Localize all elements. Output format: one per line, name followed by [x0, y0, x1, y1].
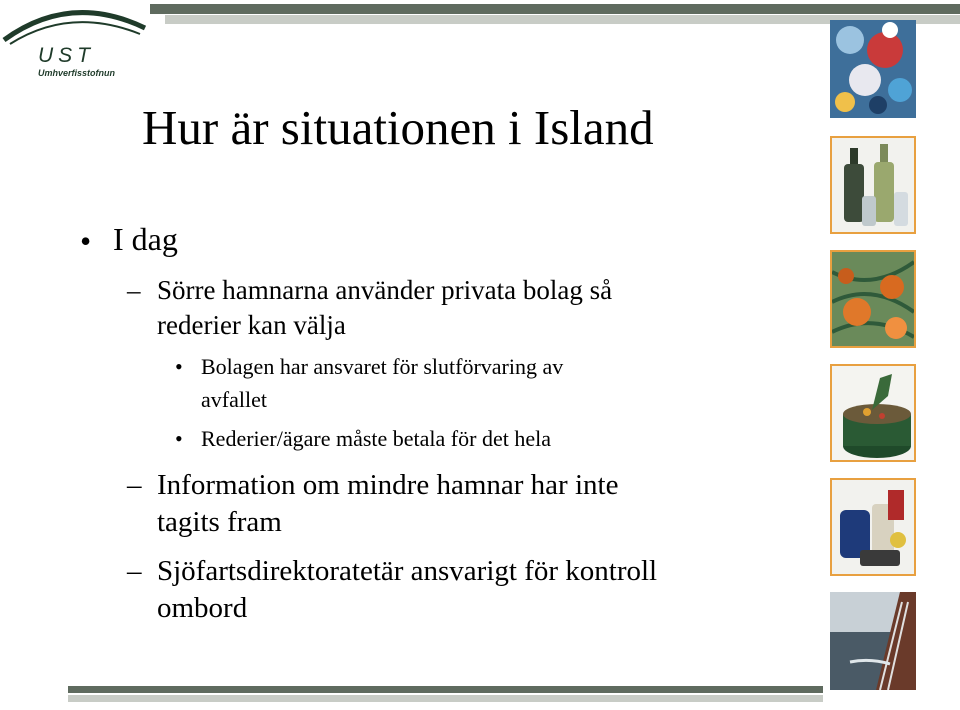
slide-title: Hur är situationen i Island — [142, 100, 654, 155]
bullet-marker: • — [80, 223, 92, 259]
ust-logo — [0, 0, 150, 85]
plastic-waste-photo — [830, 20, 916, 118]
compost-bin-photo — [830, 364, 916, 462]
fishing-nets-photo — [830, 250, 916, 348]
dash-marker: – — [127, 469, 142, 501]
bullet-text: Sjöfartsdirektoratetär ansvarigt för kontroll — [157, 555, 658, 587]
logo-name: UST — [38, 44, 95, 67]
logo-arc-icon — [0, 0, 150, 50]
photo-column — [820, 18, 920, 690]
bullet-marker: • — [175, 426, 183, 451]
bullet-text: Sörre hamnarna använder privata bolag så — [157, 275, 613, 305]
bottom-decor-bar — [68, 686, 823, 693]
bullet-text: tagits fram — [157, 506, 282, 538]
dash-marker: – — [127, 555, 142, 587]
bottom-decor-bar-light — [68, 695, 823, 702]
bullet-text: avfallet — [201, 387, 267, 412]
logo-subtitle: Umhverfisstofnun — [38, 68, 116, 78]
bullet-text: rederier kan välja — [157, 310, 346, 340]
bullet-text: Rederier/ägare måste betala för det hela — [201, 426, 551, 451]
bullet-text: Bolagen har ansvaret för slutförvaring av — [201, 354, 564, 379]
top-decor-bar — [150, 4, 960, 14]
ship-deck-photo — [830, 592, 916, 690]
dash-marker: – — [127, 275, 141, 305]
bullet-text: I dag — [113, 221, 178, 257]
bullet-text: Information om mindre hamnar har inte — [157, 469, 619, 501]
bullet-text: ombord — [157, 592, 248, 624]
glass-bottles-photo — [830, 136, 916, 234]
bullet-marker: • — [175, 354, 183, 379]
hazardous-waste-photo — [830, 478, 916, 576]
